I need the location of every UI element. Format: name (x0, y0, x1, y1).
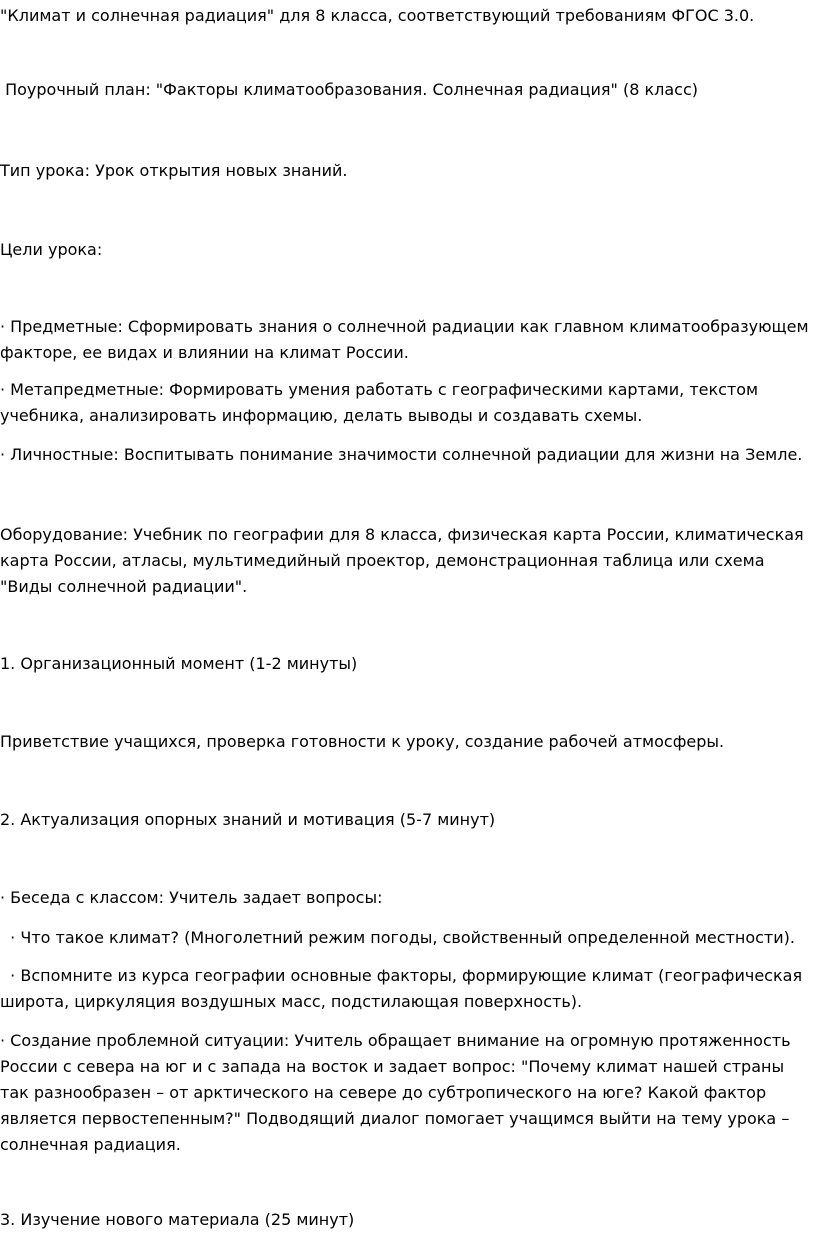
stage-2-class-talk: · Беседа с классом: Учитель задает вопросы: (0, 888, 383, 907)
stage-2-question-climate: · Что такое климат? (Многолетний режим погоды, свойственный определенной местности). (0, 928, 795, 947)
document-title-line: "Климат и солнечная радиация" для 8 класса, соответствующий требованиям ФГОС 3.0. (0, 6, 755, 25)
stage-2-heading: 2. Актуализация опорных знаний и мотивация (5-7 минут) (0, 810, 496, 829)
stage-2-question-factors: · Вспомните из курса географии основные факторы, формирующие климат (географическая широта, циркуляция воздушных масс, подстилающая поверхность). (0, 966, 808, 1011)
stage-1-heading: 1. Организационный момент (1-2 минуты) (0, 654, 358, 673)
lesson-plan-title: Поурочный план: "Факторы климатообразования. Солнечная радиация" (8 класс) (0, 80, 698, 99)
goal-personal: · Личностные: Воспитывать понимание значимости солнечной радиации для жизни на Земле. (0, 445, 803, 464)
equipment-paragraph: Оборудование: Учебник по географии для 8 класса, физическая карта России, климатическая карта России, атласы, мультимедийный проектор, демонстрационная таблица или схема "Виды солнечной радиации". (0, 525, 809, 596)
stage-2-problem-situation: · Создание проблемной ситуации: Учитель обращает внимание на огромную протяженность России с севера на юг и с запада на восток и задает вопрос: "Почему климат нашей страны так разнообразен – от арктического на севере до субтропического на юге? Какой фактор является первостепенным?" Подводящий диалог помогает учащимся выйти на тему урока – солнечная радиация. (0, 1031, 796, 1154)
stage-1-text: Приветствие учащихся, проверка готовности к уроку, создание рабочей атмосферы. (0, 732, 725, 751)
goal-metasubject: · Метапредметные: Формировать умения работать с географическими картами, текстом учебника, анализировать информацию, делать выводы и создавать схемы. (0, 380, 764, 425)
goal-subject: · Предметные: Сформировать знания о солнечной радиации как главном климатообразующем факторе, ее видах и влиянии на климат России. (0, 317, 814, 362)
lesson-goals-heading: Цели урока: (0, 240, 103, 259)
lesson-type: Тип урока: Урок открытия новых знаний. (0, 161, 348, 180)
stage-3-heading: 3. Изучение нового материала (25 минут) (0, 1210, 355, 1229)
